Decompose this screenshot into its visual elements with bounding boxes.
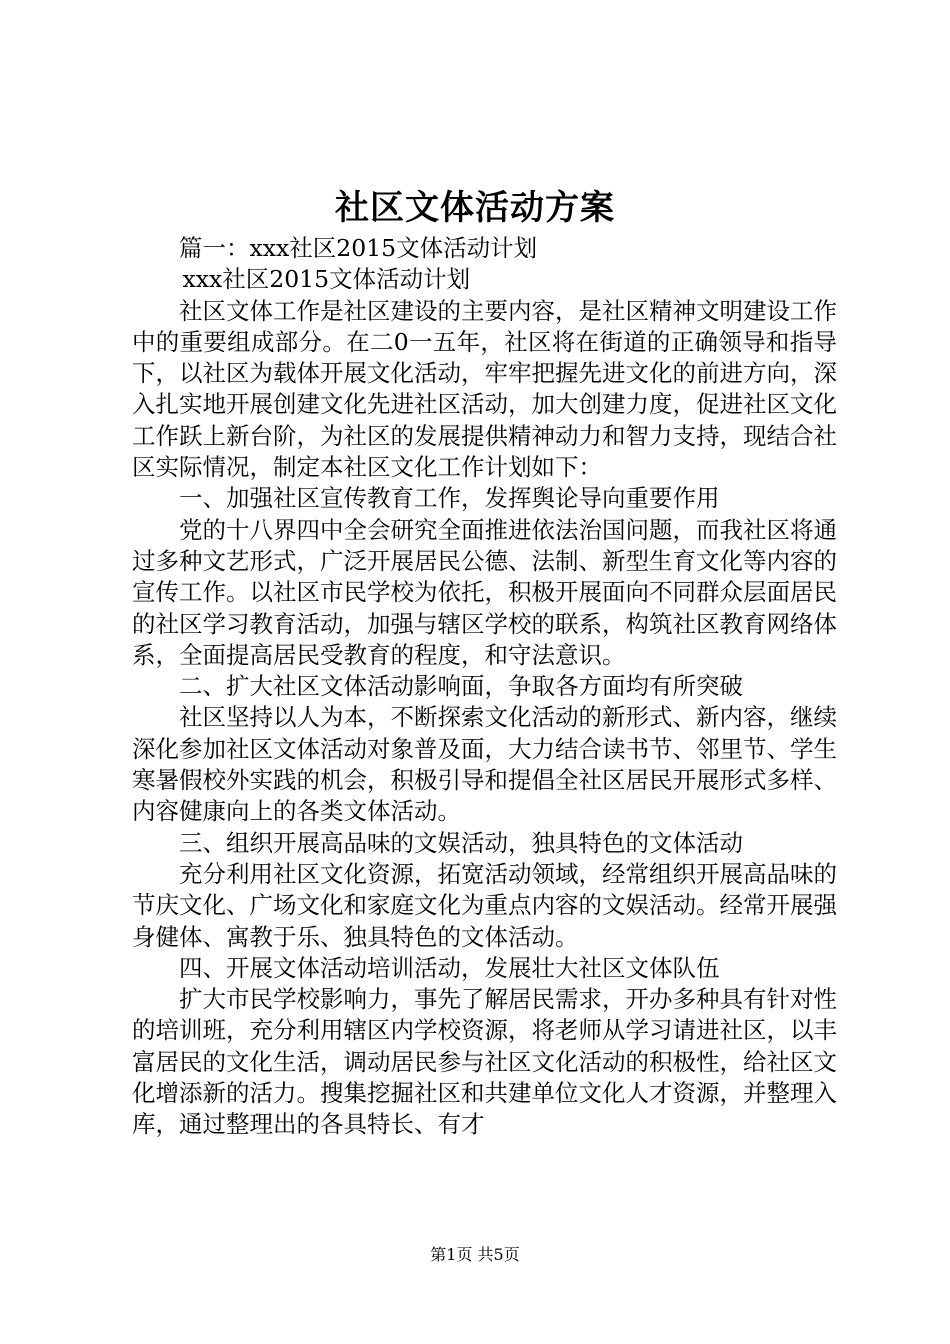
paragraph-heading-2: 二、扩大社区文体活动影响面，争取各方面均有所突破 [179, 672, 743, 701]
page-footer: 第1页 共5页 [430, 1245, 520, 1264]
paragraph-body-3: 充分利用社区文化资源，拓宽活动领域，经常组织开展高品味的节庆文化、广场文化和家庭文化为重点内容的文娱活动。经常开展强身健体、寓教于乐、独具特色的文体活动。 [132, 859, 837, 951]
paragraph-section-heading: 篇一：xxx社区2015文体活动计划 [179, 234, 538, 262]
paragraph-body-4: 扩大市民学校影响力，事先了解居民需求，开办多种具有针对性的培训班，充分利用辖区内学校资源，将老师从学习请进社区，以丰富居民的文化生活，调动居民参与社区文化活动的积极性，给社区文化增添新的活力。搜集挖掘社区和共建单位文化人才资源，并整理入库，通过整理出的各具特长、有才 [132, 985, 837, 1139]
paragraph-heading-1: 一、加强社区宣传教育工作，发挥舆论导向重要作用 [179, 484, 720, 513]
document-body [132, 233, 837, 1141]
paragraph-heading-3: 三、组织开展高品味的文娱活动，独具特色的文体活动 [179, 828, 743, 857]
paragraph-heading-4: 四、开展文体活动培训活动，发展壮大社区文体队伍 [179, 953, 720, 982]
paragraph-body-1: 党的十八界四中全会研究全面推进依法治国问题，而我社区将通过多种文艺形式，广泛开展居民公德、法制、新型生育文化等内容的宣传工作。以社区市民学校为依托，积极开展面向不同群众层面居民的社区学习教育活动，加强与辖区学校的联系，构筑社区教育网络体系，全面提高居民受教育的程度，和守法意识。 [132, 515, 837, 669]
paragraph-intro: 社区文体工作是社区建设的主要内容，是社区精神文明建设工作中的重要组成部分。在二0一五年，社区将在街道的正确领导和指导下，以社区为载体开展文化活动，牢牢把握先进文化的前进方向，深入扎实地开展创建文化先进社区活动，加大创建力度，促进社区文化工作跃上新台阶，为社区的发展提供精神动力和智力支持，现结合社区实际情况，制定本社区文化工作计划如下： [132, 296, 837, 482]
paragraph-body-2: 社区坚持以人为本，不断探索文化活动的新形式、新内容，继续深化参加社区文体活动对象普及面，大力结合读书节、邻里节、学生寒暑假校外实践的机会，积极引导和提倡全社区居民开展形式多样、内容健康向上的各类文体活动。 [132, 703, 837, 826]
paragraph-subtitle: xxx社区2015文体活动计划 [182, 265, 471, 294]
document-title: 社区文体活动方案 [335, 188, 615, 228]
